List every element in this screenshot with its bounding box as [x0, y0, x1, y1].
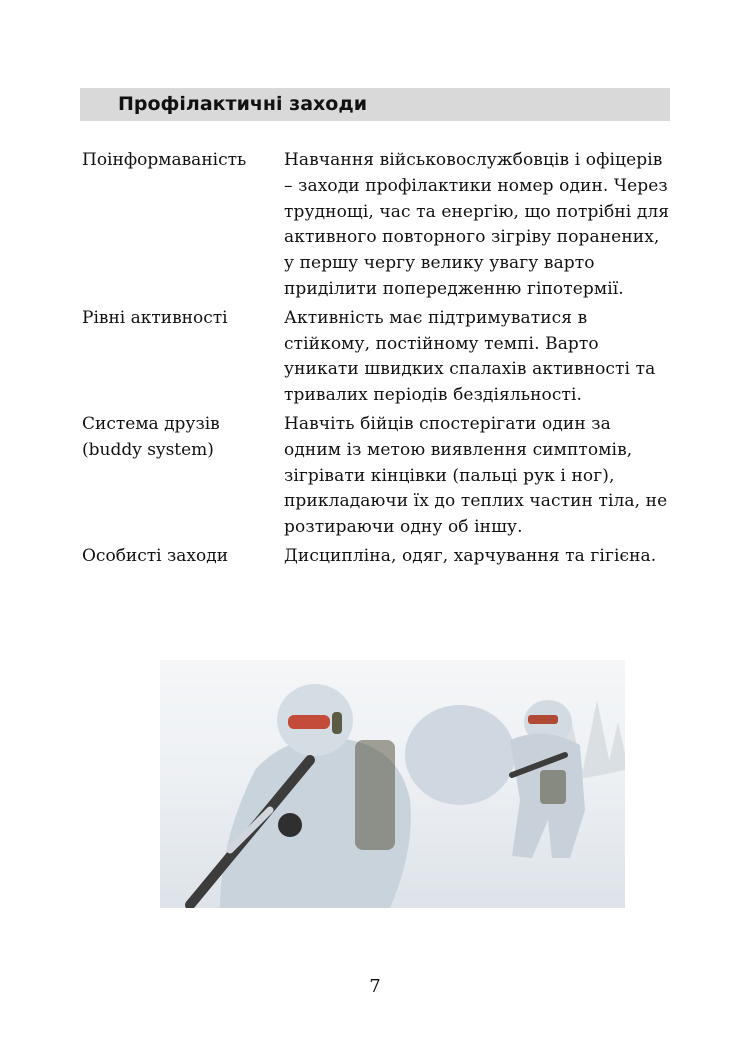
page-number: 7: [369, 976, 381, 997]
measure-term: Рівні активності: [82, 307, 228, 328]
winter-soldiers-photo: [160, 660, 625, 908]
measure-row: [82, 148, 672, 303]
measure-term: Особисті заходи: [82, 545, 229, 566]
measure-description: Дисципліна, одяг, харчування та гігієна.: [284, 545, 657, 566]
section-heading-bar: [80, 88, 670, 121]
measure-row: [82, 412, 672, 541]
measure-row: [82, 544, 672, 570]
measure-term: Поінформаваність: [82, 150, 247, 170]
measure-description: Навчання військовослужбовців і офіцерів – заходи профілактики номер один. Через труднощі, час та енергію, що потрібні для активного повторного зігріву поранених, у першу чергу велику увагу варто приділити попередженню гіпотермії.: [284, 150, 670, 299]
measure-description: Активність має підтримуватися в стійкому, постійному темпі. Варто уникати швидких спалахів активності та тривалих періодів бездіяльності.: [284, 307, 656, 406]
measures-list: [82, 148, 672, 573]
measure-description: Навчіть бійців спостерігати один за одним із метою виявлення симптомів, зігрівати кінцівки (пальці рук і ног), прикладаючи їх до теплих частин тіла, не розтираючи одну об іншу.: [284, 413, 668, 538]
measure-term: Система друзів (buddy system): [82, 413, 220, 460]
section-title: Профілактичні заходи: [118, 93, 368, 115]
measure-row: [82, 306, 672, 409]
